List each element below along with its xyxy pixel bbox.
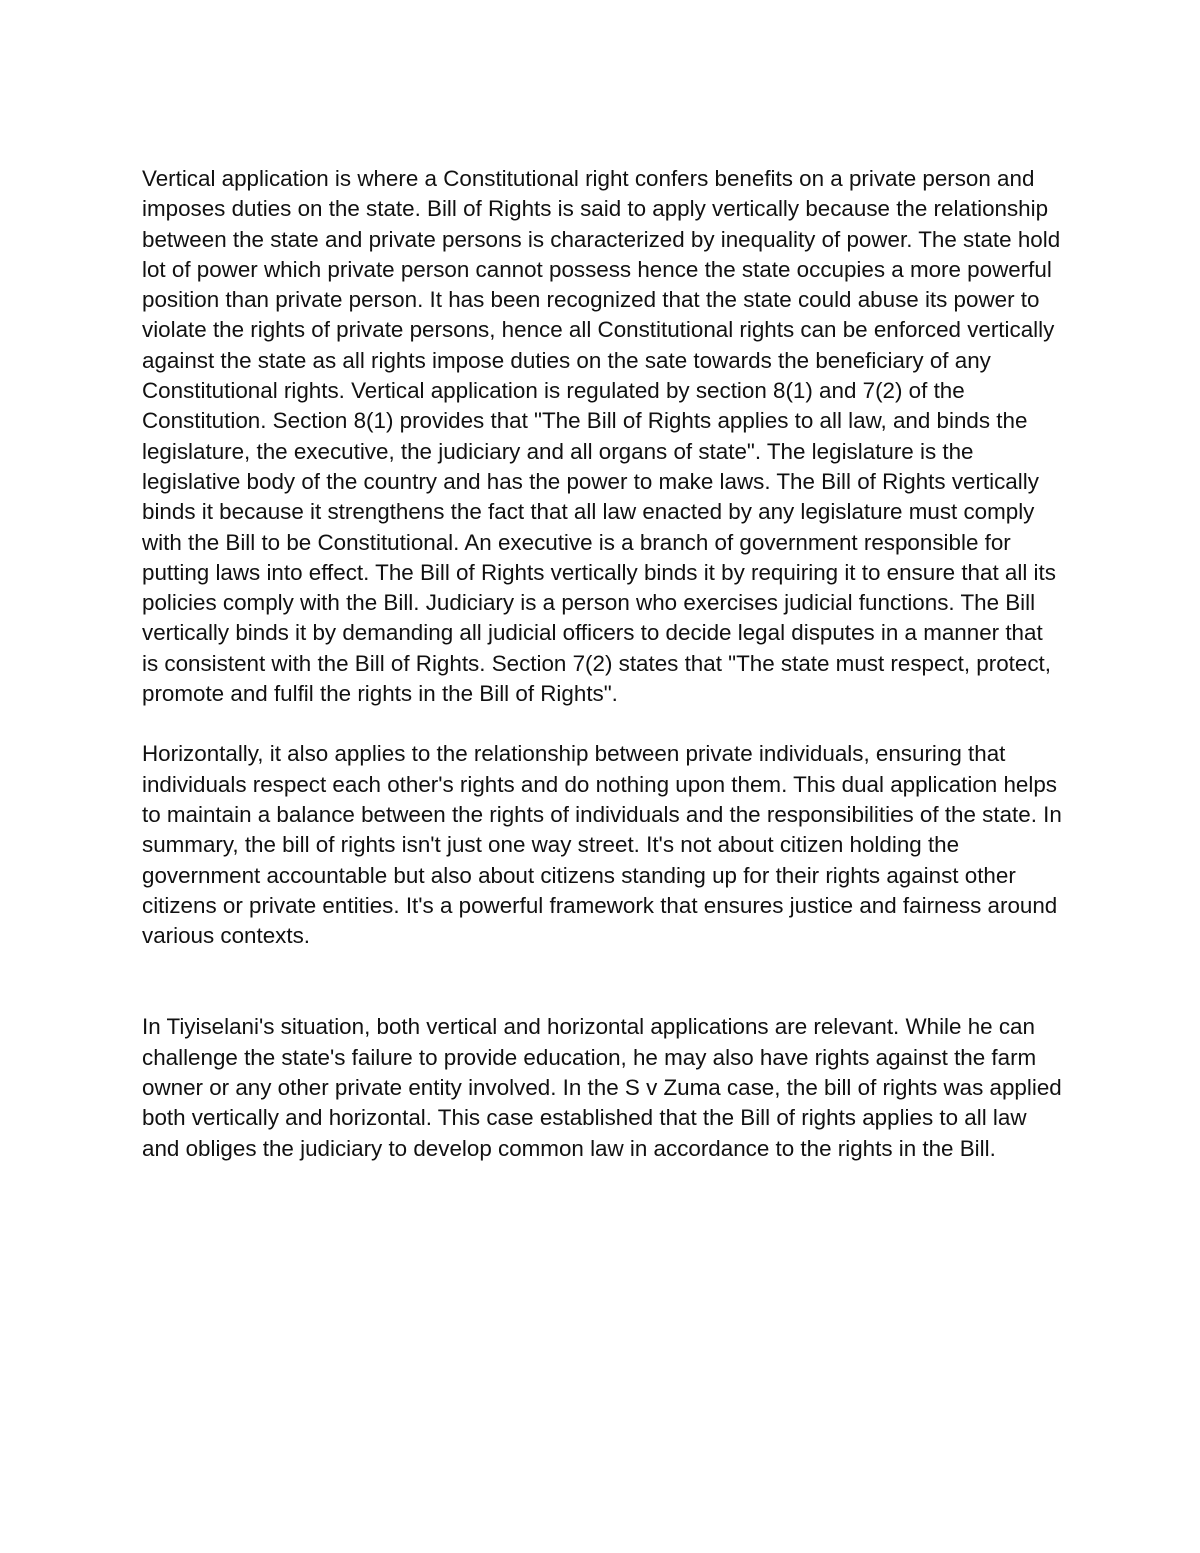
document-body: [142, 164, 1062, 1164]
paragraph-horizontal-application: Horizontally, it also applies to the relationship between private individuals, ensuring that individuals respect each other's rights and do nothing upon them. This dual application helps to maintain a balance between the rights of individuals and the responsibilities of the state. In summary, the bill of rights isn't just one way street. It's not about citizen holding the government accountable but also about citizens standing up for their rights against other citizens or private entities. It's a powerful framework that ensures justice and fairness around various contexts.: [142, 741, 1062, 949]
paragraph-vertical-application: Vertical application is where a Constitutional right confers benefits on a private person and imposes duties on the state. Bill of Rights is said to apply vertically because the relationship between the state and private persons is characterized by inequality of power. The state hold lot of power which private person cannot possess hence the state occupies a more powerful position than private person. It has been recognized that the state could abuse its power to violate the rights of private persons, hence all Constitutional rights can be enforced vertically against the state as all rights impose duties on the sate towards the beneficiary of any Constitutional rights. Vertical application is regulated by section 8(1) and 7(2) of the Constitution. Section 8(1) provides that "The Bill of Rights applies to all law, and binds the legislature, the executive, the judiciary and all organs of state". The legislature is the legislative body of the country and has the power to make laws. The Bill of Rights vertically binds it because it strengthens the fact that all law enacted by any legislature must comply with the Bill to be Constitutional. An executive is a branch of government responsible for putting laws into effect. The Bill of Rights vertically binds it by requiring it to ensure that all its policies comply with the Bill. Judiciary is a person who exercises judicial functions. The Bill vertically binds it by demanding all judicial officers to decide legal disputes in a manner that is consistent with the Bill of Rights. Section 7(2) states that "The state must respect, protect, promote and fulfil the rights in the Bill of Rights".: [142, 166, 1061, 707]
paragraph-tiyiselani-situation: In Tiyiselani's situation, both vertical and horizontal applications are relevant. While he can challenge the state's failure to provide education, he may also have rights against the farm owner or any other private entity involved. In the S v Zuma case, the bill of rights was applied both vertically and horizontal. This case established that the Bill of rights applies to all law and obliges the judiciary to develop common law in accordance to the rights in the Bill.: [142, 1014, 1062, 1161]
